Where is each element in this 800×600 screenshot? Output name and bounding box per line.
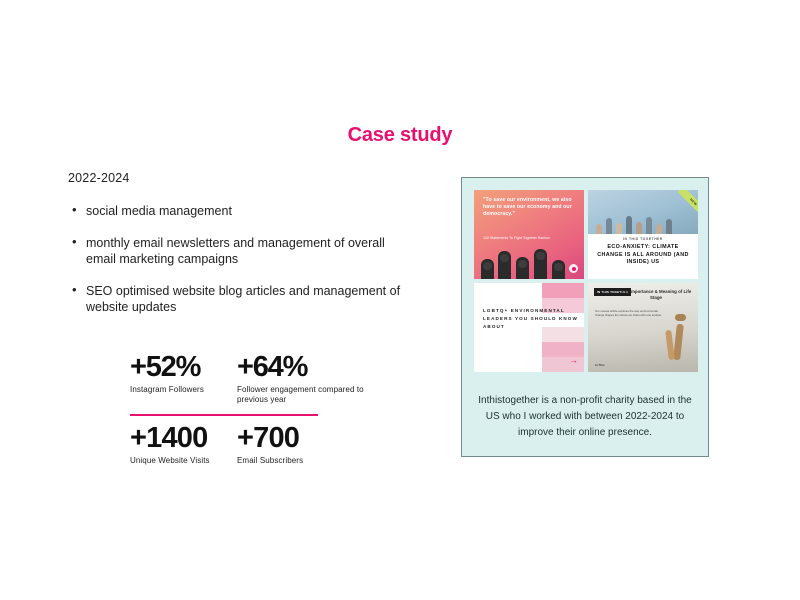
tile-quote-post [474, 190, 584, 279]
new-badge: NEW [678, 190, 698, 218]
tile-kicker: IN THIS TOGETHER [623, 237, 663, 241]
social-post-grid [474, 190, 698, 372]
list-item: • SEO optimised website blog articles and management of website updates [68, 283, 418, 316]
stat-email-subscribers [237, 423, 387, 466]
tile-text: LGBTQ+ ENVIRONMENTAL LEADERS YOU SHOULD KNOW ABOUT [483, 308, 578, 329]
stat-value: +64% [237, 351, 308, 383]
left-content-column [68, 171, 418, 331]
tile-lgbtq-leaders-post [474, 283, 584, 372]
stat-unique-website-visits [130, 423, 237, 466]
responsibilities-list [68, 203, 418, 316]
tile-quote-text: "To save our environment, we also have to save our economy and our democracy." [483, 197, 572, 217]
tile-climate-article-post [588, 283, 698, 372]
list-item: • social media management [68, 203, 418, 220]
card-caption: Inthistogether is a non-profit charity based in the US who I worked with between 2022-2024 to improve their online presence. [478, 395, 692, 438]
arrow-right-icon: → [569, 355, 578, 365]
stats-divider [130, 414, 318, 416]
stat-value: +52% [130, 351, 201, 383]
raised-fists-illustration [474, 237, 584, 279]
stat-label: Unique Website Visits [130, 456, 210, 465]
stat-label: Follower engagement compared to previous year [237, 385, 364, 404]
stats-row-bottom [130, 423, 390, 466]
tile-brand-badge: IN THIS TOGETHER [594, 288, 631, 296]
page-title: Case study [347, 124, 453, 146]
stats-row-top [130, 352, 390, 405]
giraffe-photo-illustration [660, 312, 694, 360]
stats-block [130, 352, 390, 466]
tile-article-title: The Importance & Meaning of Life Stage [620, 289, 692, 300]
list-item: • monthly email newsletters and management of overall email marketing campaigns [68, 235, 418, 268]
stat-value: +1400 [130, 422, 208, 454]
tile-eco-anxiety-post [588, 190, 698, 279]
case-study-card [461, 177, 709, 457]
stat-follower-engagement [237, 352, 387, 405]
stat-instagram-followers [130, 352, 237, 395]
stat-label: Email Subscribers [237, 456, 304, 465]
tile-footer-label: In This [595, 363, 605, 367]
brand-logo-icon [569, 264, 578, 273]
stat-value: +700 [237, 422, 300, 454]
tile-article-body: Our newest article explores the way environmental change shapes the stories we share with one another. [595, 309, 662, 318]
tile-headline: ECO-ANXIETY: CLIMATE CHANGE IS ALL AROUND (AND INSIDE) US [597, 244, 689, 266]
stat-label: Instagram Followers [130, 385, 204, 394]
tile-quote-citation: 100 Statements To Fight Together Racism [483, 236, 550, 240]
date-range: 2022-2024 [68, 171, 130, 185]
